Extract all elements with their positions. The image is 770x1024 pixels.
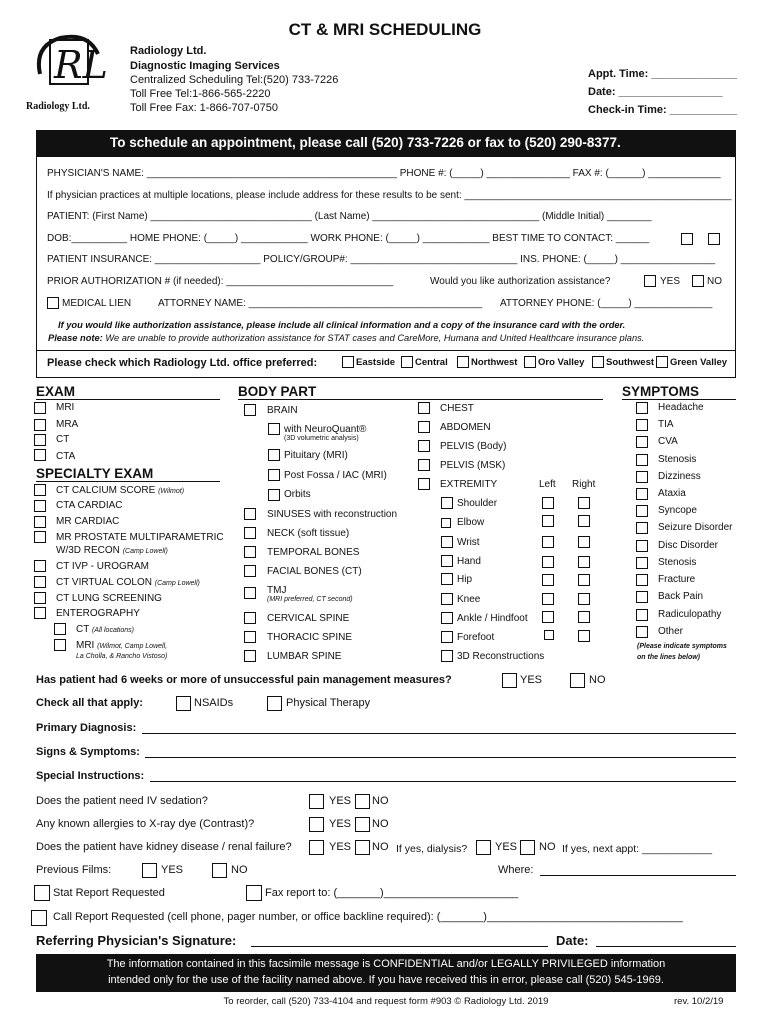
films-yes-checkbox[interactable]: [142, 863, 157, 878]
symptoms-underline: [622, 399, 736, 400]
sym-headache: Headache: [658, 402, 704, 413]
best-time-checkbox-2[interactable]: [708, 233, 720, 245]
specialty-underline: [36, 481, 220, 482]
sym-seizure-checkbox[interactable]: [636, 522, 648, 534]
hip-left[interactable]: [542, 574, 554, 586]
sym-stenosis: Stenosis: [658, 454, 697, 465]
sp-mr-cardiac-checkbox[interactable]: [34, 516, 46, 528]
sp-prostate: MR PROSTATE MULTIPARAMETRIC: [56, 532, 224, 543]
forefoot-right[interactable]: [578, 630, 590, 642]
sp-entero-mri-note2: La Cholla, & Rancho Vistoso): [76, 653, 168, 660]
sym-dizziness: Dizziness: [658, 471, 701, 482]
pain-no: NO: [589, 674, 606, 686]
pain-yes-checkbox[interactable]: [502, 673, 517, 688]
auth-yes-label: YES: [660, 276, 681, 287]
auth-no-label: NO: [707, 276, 722, 287]
knee-checkbox[interactable]: [441, 593, 453, 605]
fax-report[interactable]: Fax report to: (_______)______________________: [265, 887, 519, 899]
elbow-right[interactable]: [578, 515, 590, 527]
tollfree-fax: Toll Free Fax: 1-866-707-0750: [130, 102, 278, 114]
sym-tia: TIA: [658, 419, 674, 430]
sym-radic: Radiculopathy: [658, 609, 722, 620]
ankle-right[interactable]: [578, 611, 590, 623]
signature-label: Referring Physician's Signature:: [36, 933, 237, 948]
stat-note: [48, 333, 644, 343]
dialysis-yes-checkbox[interactable]: [476, 840, 491, 855]
sp-entero-ct-label: CT: [76, 624, 90, 635]
sym-stenosis2: Stenosis: [658, 557, 697, 568]
patient-name-line[interactable]: PATIENT: (First Name) _____________________________ (Last Name) ______________________________ (Middle Initial) ________: [47, 211, 652, 222]
symptoms-title: SYMPTOMS: [622, 384, 700, 399]
sp-colon-label: CT VIRTUAL COLON: [56, 577, 152, 588]
office-orovalley-checkbox[interactable]: [524, 356, 536, 368]
sym-cva: CVA: [658, 436, 678, 447]
exam-mri-checkbox[interactable]: [34, 402, 46, 414]
medical-lien-checkbox[interactable]: [47, 297, 59, 309]
wrist-right[interactable]: [578, 536, 590, 548]
tmj: TMJ: [267, 585, 287, 596]
exam-underline: [36, 399, 220, 400]
body-part-underline: [238, 399, 603, 400]
hip: Hip: [457, 574, 473, 585]
sym-syncope: Syncope: [658, 505, 697, 516]
confidential-line1: The information contained in this facsimile message is CONFIDENTIAL and/or LEGALLY PRIVILEGED information: [106, 958, 666, 970]
facial: FACIAL BONES (CT): [267, 566, 362, 577]
physician-line[interactable]: PHYSICIAN'S NAME: _____________________________________________ PHONE #: (_____) _______________ FAX #: (______) _____________: [47, 168, 721, 179]
knee-right[interactable]: [578, 593, 590, 605]
dialysis-question: If yes, dialysis?: [396, 843, 468, 855]
prior-auth-line[interactable]: PRIOR AUTHORIZATION # (if needed): ______________________________: [47, 276, 394, 287]
recon3d: 3D Reconstructions: [457, 651, 545, 662]
exam-title: EXAM: [36, 384, 76, 399]
sp-ivp-checkbox[interactable]: [34, 560, 46, 572]
dialysis-yes: YES: [495, 841, 518, 853]
hand-checkbox[interactable]: [441, 555, 453, 567]
auth-note: If you would like authorization assistance, please include all clinical information and a copy of the insurance card with the order.: [58, 320, 626, 330]
logo-mark: RL: [54, 43, 108, 87]
office-orovalley: Oro Valley: [538, 357, 585, 368]
pain-no-checkbox[interactable]: [570, 673, 585, 688]
knee: Knee: [457, 594, 481, 605]
exam-mra-checkbox[interactable]: [34, 419, 46, 431]
sp-colon-note: (Camp Lowell): [154, 580, 200, 587]
sym-ataxia: Ataxia: [658, 488, 686, 499]
call-report[interactable]: Call Report Requested (cell phone, pager number, or office backline required): (_______)________________________________: [53, 911, 683, 923]
org-sub: Diagnostic Imaging Services: [130, 60, 280, 72]
next-appt[interactable]: If yes, next appt: ____________: [562, 843, 713, 855]
sym-backpain: Back Pain: [658, 591, 704, 602]
sp-entero-mri-note1: (Wilmot, Camp Lowell,: [97, 643, 168, 650]
medical-lien-label: MEDICAL LIEN: [62, 298, 132, 309]
hip-checkbox[interactable]: [441, 573, 453, 585]
sp-calcium-checkbox[interactable]: [34, 484, 46, 496]
sym-stenosis2-checkbox[interactable]: [636, 557, 648, 569]
iv-no: NO: [372, 795, 389, 807]
sinuses-checkbox[interactable]: [244, 508, 256, 520]
signs-line[interactable]: [145, 757, 736, 758]
films-no: NO: [231, 864, 248, 876]
neck-checkbox[interactable]: [244, 527, 256, 539]
kidney-no: NO: [372, 841, 389, 853]
nsaids: NSAIDs: [194, 697, 234, 709]
office-eastside-checkbox[interactable]: [342, 356, 354, 368]
allergy-no: NO: [372, 818, 389, 830]
forefoot-checkbox[interactable]: [441, 631, 453, 643]
sym-note2: on the lines below): [637, 654, 701, 661]
sp-recon-note: (Camp Lowell): [122, 548, 168, 555]
elbow-left[interactable]: [542, 515, 554, 527]
lumbar-checkbox[interactable]: [244, 650, 256, 662]
orbits: Orbits: [284, 489, 311, 500]
orbits-checkbox[interactable]: [268, 489, 280, 501]
exam-ct: CT: [56, 434, 70, 445]
dialysis-no-checkbox[interactable]: [520, 840, 535, 855]
extremity-checkbox[interactable]: [418, 478, 430, 490]
tollfree-tel: Toll Free Tel:1-866-565-2220: [130, 88, 271, 100]
neck: NECK (soft tissue): [267, 528, 350, 539]
pelvis-msk-checkbox[interactable]: [418, 459, 430, 471]
attorney-phone-line[interactable]: ATTORNEY PHONE: (_____) ______________: [500, 298, 713, 309]
auth-assist-question: Would you like authorization assistance?: [430, 276, 611, 287]
office-northwest-checkbox[interactable]: [457, 356, 469, 368]
thoracic-checkbox[interactable]: [244, 631, 256, 643]
address-line[interactable]: If physician practices at multiple locations, please include address for these results to be sent: ________________________________________________: [47, 190, 732, 201]
films-yes: YES: [161, 864, 184, 876]
specialty-title: SPECIALTY EXAM: [36, 466, 154, 481]
pain-yes: YES: [520, 674, 543, 686]
appt-date[interactable]: Date: _________________: [588, 86, 723, 98]
recon3d-checkbox[interactable]: [441, 650, 453, 662]
abdomen-checkbox[interactable]: [418, 421, 430, 433]
allergy-yes: YES: [329, 818, 352, 830]
auth-yes-checkbox[interactable]: [644, 275, 656, 287]
sp-colon-checkbox[interactable]: [34, 576, 46, 588]
iv-yes-checkbox[interactable]: [309, 794, 324, 809]
pt-checkbox[interactable]: [267, 696, 282, 711]
sym-note1: (Please indicate symptoms: [637, 643, 727, 650]
exam-cta-checkbox[interactable]: [34, 449, 46, 461]
kidney-yes: YES: [329, 841, 352, 853]
sym-ataxia-checkbox[interactable]: [636, 488, 648, 500]
special-line[interactable]: [150, 781, 736, 782]
auth-no-checkbox[interactable]: [692, 275, 704, 287]
sym-stenosis-checkbox[interactable]: [636, 454, 648, 466]
films-label: Previous Films:: [36, 864, 112, 876]
extremity: EXTREMITY: [440, 479, 498, 490]
attorney-name-line[interactable]: ATTORNEY NAME: __________________________________________: [158, 298, 483, 309]
tmj-sub: (MRI preferred, CT second): [267, 596, 353, 603]
sp-cta-cardiac: CTA CARDIAC: [56, 500, 123, 511]
nsaids-checkbox[interactable]: [176, 696, 191, 711]
sp-colon: [56, 577, 200, 588]
sp-entero-mri: [76, 640, 167, 651]
logo: [26, 34, 110, 112]
sym-backpain-checkbox[interactable]: [636, 591, 648, 603]
sp-entero-checkbox[interactable]: [34, 607, 46, 619]
fossa: Post Fossa / IAC (MRI): [284, 470, 387, 481]
exam-cta: CTA: [56, 451, 76, 462]
sp-recon-label: W/3D RECON: [56, 545, 120, 556]
primary-dx-label: Primary Diagnosis:: [36, 722, 137, 734]
sp-calcium: [56, 485, 184, 496]
thoracic: THORACIC SPINE: [267, 632, 353, 643]
primary-dx-line[interactable]: [142, 733, 736, 734]
sym-fracture-checkbox[interactable]: [636, 574, 648, 586]
neuroquant: with NeuroQuant®: [284, 424, 367, 435]
reorder-text: To reorder, call (520) 733-4104 and request form #903 © Radiology Ltd. 2019: [223, 996, 549, 1007]
stat-note-text: We are unable to provide authorization assistance for STAT cases and CareMore, Humana and United Healthcare insurance plans.: [102, 333, 645, 343]
sym-fracture: Fracture: [658, 574, 696, 585]
org-name: Radiology Ltd.: [130, 45, 207, 57]
iv-yes: YES: [329, 795, 352, 807]
body-part-title: BODY PART: [238, 384, 317, 399]
tmj-checkbox[interactable]: [244, 587, 256, 599]
pituitary-checkbox[interactable]: [268, 449, 280, 461]
appt-time[interactable]: Appt. Time: ______________: [588, 68, 737, 80]
lumbar: LUMBAR SPINE: [267, 651, 342, 662]
office-central-checkbox[interactable]: [401, 356, 413, 368]
sym-tia-checkbox[interactable]: [636, 419, 648, 431]
abdomen: ABDOMEN: [440, 422, 491, 433]
pituitary: Pituitary (MRI): [284, 450, 348, 461]
date-label: Date:: [556, 933, 589, 948]
sp-ivp: CT IVP - UROGRAM: [56, 561, 149, 572]
shoulder: Shoulder: [457, 498, 498, 509]
sp-cta-cardiac-checkbox[interactable]: [34, 500, 46, 512]
logo-caption: Radiology Ltd.: [26, 101, 90, 112]
office-greenvalley: Green Valley: [670, 357, 728, 368]
sym-other-checkbox[interactable]: [636, 626, 648, 638]
ankle-checkbox[interactable]: [441, 612, 453, 624]
facial-checkbox[interactable]: [244, 565, 256, 577]
chest-checkbox[interactable]: [418, 402, 430, 414]
date-line[interactable]: [596, 946, 736, 947]
checkin-time[interactable]: Check-in Time: ___________: [588, 104, 737, 116]
sym-seizure: Seizure Disorder: [658, 522, 733, 533]
wrist-checkbox[interactable]: [441, 536, 453, 548]
sp-recon: [56, 545, 168, 556]
signature-line[interactable]: [251, 946, 548, 947]
fax-report-checkbox[interactable]: [246, 885, 262, 901]
elbow: Elbow: [457, 517, 485, 528]
office-central: Central: [415, 357, 448, 368]
brain: BRAIN: [267, 405, 298, 416]
pelvis-msk: PELVIS (MSK): [440, 460, 506, 471]
temporal-checkbox[interactable]: [244, 546, 256, 558]
hip-right[interactable]: [578, 574, 590, 586]
sp-lung: CT LUNG SCREENING: [56, 593, 162, 604]
sp-lung-checkbox[interactable]: [34, 592, 46, 604]
sym-disc-checkbox[interactable]: [636, 540, 648, 552]
elbow-checkbox[interactable]: [441, 518, 451, 528]
page-title: CT & MRI SCHEDULING: [288, 20, 482, 39]
allergy-no-checkbox[interactable]: [355, 817, 370, 832]
office-eastside: Eastside: [356, 357, 396, 368]
right-header: Right: [572, 479, 596, 490]
shoulder-checkbox[interactable]: [441, 497, 453, 509]
wrist: Wrist: [457, 537, 480, 548]
sp-entero-ct: [76, 624, 134, 635]
kidney-yes-checkbox[interactable]: [309, 840, 324, 855]
kidney-no-checkbox[interactable]: [355, 840, 370, 855]
phone-line[interactable]: DOB:__________ HOME PHONE: (_____) ____________ WORK PHONE: (_____) ____________ BEST TIME TO CONTACT: ______: [47, 233, 650, 244]
sym-radic-checkbox[interactable]: [636, 609, 648, 621]
forefoot-left[interactable]: [544, 630, 554, 640]
sp-mr-cardiac: MR CARDIAC: [56, 516, 120, 527]
allergy-yes-checkbox[interactable]: [309, 817, 324, 832]
physical-therapy: Physical Therapy: [286, 697, 371, 709]
hand: Hand: [457, 556, 481, 567]
revision: rev. 10/2/19: [674, 996, 724, 1007]
where-line[interactable]: [540, 875, 736, 876]
iv-no-checkbox[interactable]: [355, 794, 370, 809]
neuroquant-sub: (3D volumetric analysis): [284, 435, 359, 442]
sp-calcium-note: (Wilmot): [158, 488, 185, 495]
neuroquant-checkbox[interactable]: [268, 423, 280, 435]
banner: To schedule an appointment, please call (520) 733-7226 or fax to (520) 290-8377.: [36, 130, 736, 156]
wrist-left[interactable]: [542, 536, 554, 548]
sym-disc: Disc Disorder: [658, 540, 719, 551]
confidential-line2: intended only for the use of the facility named above. If you have received this in error, please call (520) 545-1969.: [108, 974, 664, 986]
ankle: Ankle / Hindfoot: [457, 613, 528, 624]
films-no-checkbox[interactable]: [212, 863, 227, 878]
allergy-question: Any known allergies to X-ray dye (Contrast)?: [36, 818, 255, 830]
dialysis-no: NO: [539, 841, 556, 853]
pelvis-body-checkbox[interactable]: [418, 440, 430, 452]
forefoot: Forefoot: [457, 632, 495, 643]
sinuses: SINUSES with reconstruction: [267, 509, 398, 520]
kidney-question: Does the patient have kidney disease / renal failure?: [36, 841, 292, 853]
where-label: Where:: [498, 864, 534, 876]
stat-label: Stat Report Requested: [53, 887, 165, 899]
exam-mri: MRI: [56, 402, 75, 413]
best-time-checkbox-1[interactable]: [681, 233, 693, 245]
stat-note-label: Please note:: [48, 333, 103, 343]
sp-entero-ct-checkbox[interactable]: [54, 623, 66, 635]
sym-headache-checkbox[interactable]: [636, 402, 648, 414]
hand-right[interactable]: [578, 556, 590, 568]
insurance-line[interactable]: PATIENT INSURANCE: ___________________ POLICY/GROUP#: ______________________________ INS. PHONE: (_____) _________________: [47, 254, 716, 265]
sym-dizziness-checkbox[interactable]: [636, 471, 648, 483]
exam-ct-checkbox[interactable]: [34, 434, 46, 446]
office-divider: [36, 350, 736, 351]
office-greenvalley-checkbox[interactable]: [656, 356, 668, 368]
shoulder-right[interactable]: [578, 497, 590, 509]
signs-label: Signs & Symptoms:: [36, 746, 140, 758]
office-southwest: Southwest: [606, 357, 655, 368]
chest: CHEST: [440, 403, 474, 414]
sym-cva-checkbox[interactable]: [636, 436, 648, 448]
sym-syncope-checkbox[interactable]: [636, 505, 648, 517]
cervical-checkbox[interactable]: [244, 612, 256, 624]
cervical: CERVICAL SPINE: [267, 613, 350, 624]
exam-mra: MRA: [56, 419, 79, 430]
stat-checkbox[interactable]: [34, 885, 50, 901]
special-label: Special Instructions:: [36, 770, 145, 782]
sym-other: Other: [658, 626, 684, 637]
pelvis-body: PELVIS (Body): [440, 441, 507, 452]
office-label: Please check which Radiology Ltd. office preferred:: [47, 357, 318, 369]
sp-calcium-label: CT CALCIUM SCORE: [56, 485, 156, 496]
sp-prostate-checkbox[interactable]: [34, 531, 46, 543]
sp-entero-mri-label: MRI: [76, 640, 95, 651]
temporal: TEMPORAL BONES: [267, 547, 360, 558]
office-southwest-checkbox[interactable]: [592, 356, 604, 368]
shoulder-left[interactable]: [542, 497, 554, 509]
left-header: Left: [539, 479, 556, 490]
check-all-label: Check all that apply:: [36, 697, 143, 709]
sp-entero-mri-checkbox[interactable]: [54, 639, 66, 651]
office-northwest: Northwest: [471, 357, 518, 368]
hand-left[interactable]: [542, 556, 554, 568]
sp-entero-ct-note: (All locations): [91, 627, 134, 634]
central-tel: Centralized Scheduling Tel:(520) 733-7226: [130, 74, 339, 86]
pain-question: Has patient had 6 weeks or more of unsuccessful pain management measures?: [36, 674, 452, 686]
iv-question: Does the patient need IV sedation?: [36, 795, 208, 807]
call-report-checkbox[interactable]: [31, 910, 47, 926]
fossa-checkbox[interactable]: [268, 469, 280, 481]
ankle-left[interactable]: [542, 611, 554, 623]
brain-checkbox[interactable]: [244, 404, 256, 416]
knee-left[interactable]: [542, 593, 554, 605]
sp-entero: ENTEROGRAPHY: [56, 608, 140, 619]
